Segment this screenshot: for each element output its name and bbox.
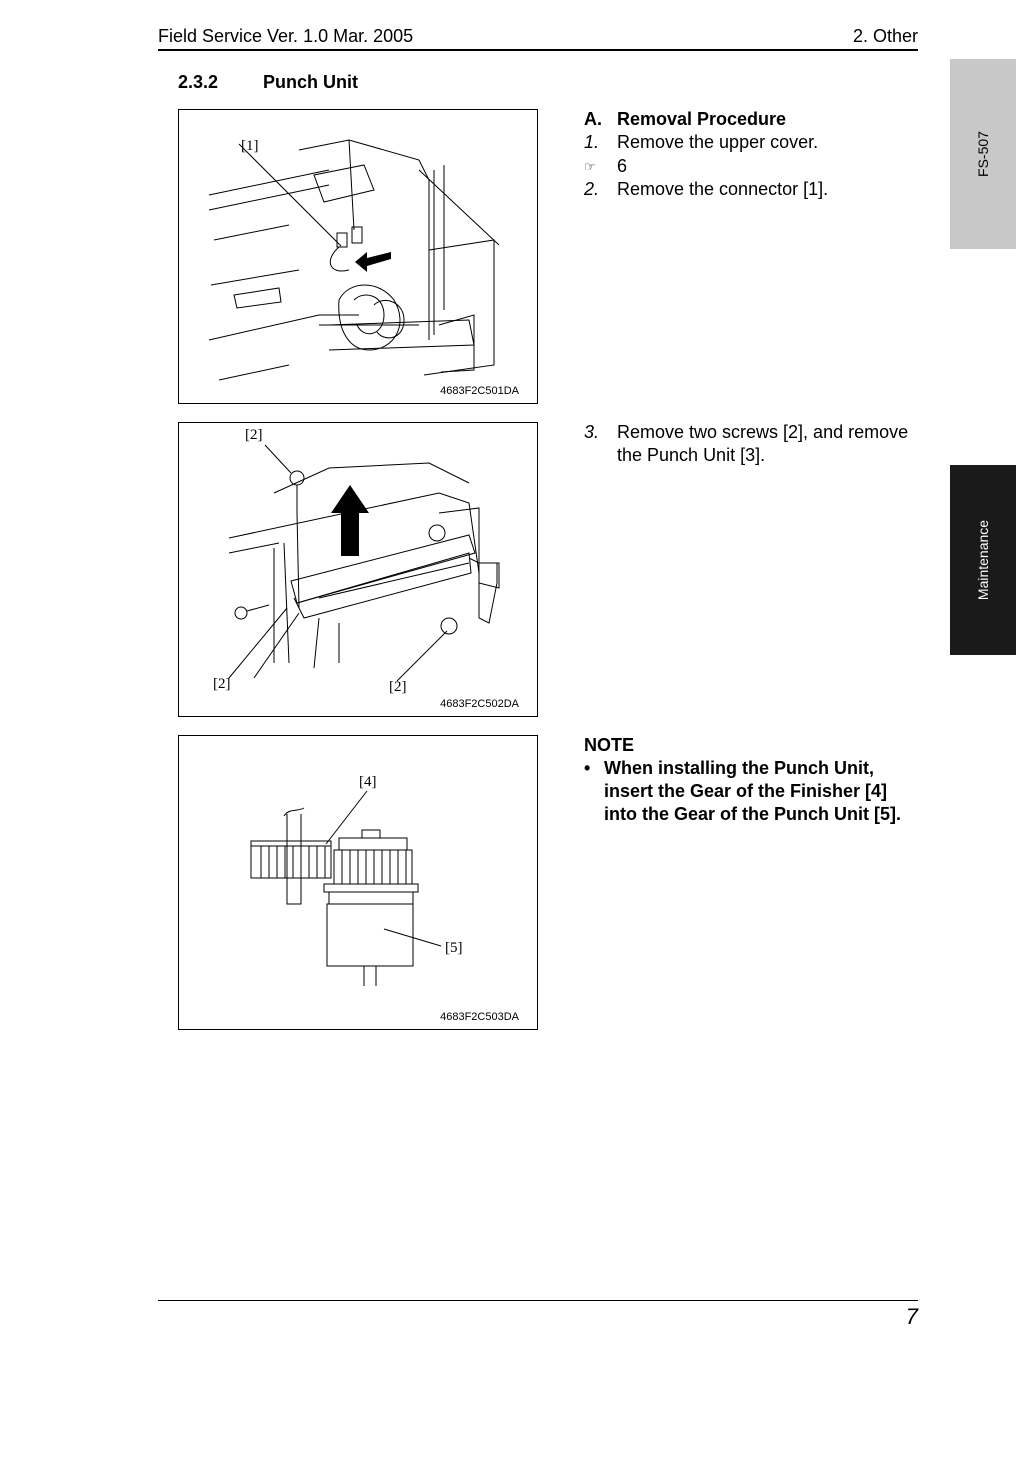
procedure-heading: Removal Procedure [617,109,787,129]
callout-label: [2] [389,679,407,695]
note-title: NOTE [584,735,635,755]
step-text: Remove two screws [2], and remove [617,422,909,442]
callout-label: [5] [445,940,463,956]
header-chapter: 2. Other [852,26,918,46]
side-tab-maintenance [950,465,1016,655]
section-number: 2.3.2 [178,72,219,92]
callout-label: [2] [245,427,263,443]
gear-illustration [179,736,537,1029]
side-tab-label: FS-507 [975,131,991,177]
callout-label: [4] [359,774,377,790]
figure-punch-unit-removal [178,422,538,717]
punch-unit-illustration [179,423,537,716]
note-line: When installing the Punch Unit, [604,758,874,778]
header-document-title: Field Service Ver. 1.0 Mar. 2005 [158,26,414,46]
footer-rule [158,1300,918,1301]
step-number: 2. [584,179,600,199]
step-text: Remove the connector [1]. [617,179,829,199]
figure-code: 4683F2C503DA [440,1011,519,1023]
figure-gear-alignment [178,735,538,1030]
page-number: 7 [905,1304,918,1329]
callout-label: [1] [241,138,259,154]
pointing-hand-icon: ☞ [584,159,596,174]
side-tab-model [950,59,1016,249]
figure-code: 4683F2C502DA [440,698,519,710]
figure-code: 4683F2C501DA [440,385,519,397]
procedure-heading-letter: A. [584,109,602,129]
step-number: 3. [584,422,600,442]
callout-label: [2] [213,676,231,692]
step-text-continued: the Punch Unit [3]. [617,445,766,465]
step-text: Remove the upper cover. [617,132,819,152]
header-rule [158,49,918,51]
note-line: insert the Gear of the Finisher [4] [604,781,888,801]
reference-page: 6 [617,156,628,176]
figure-connector-removal [178,109,538,404]
note-line: into the Gear of the Punch Unit [5]. [604,804,901,824]
side-tab-label: Maintenance [975,519,991,601]
section-title: Punch Unit [263,72,358,92]
connector-illustration [179,110,537,403]
step-number: 1. [584,132,600,152]
note-bullet: • [584,758,591,778]
